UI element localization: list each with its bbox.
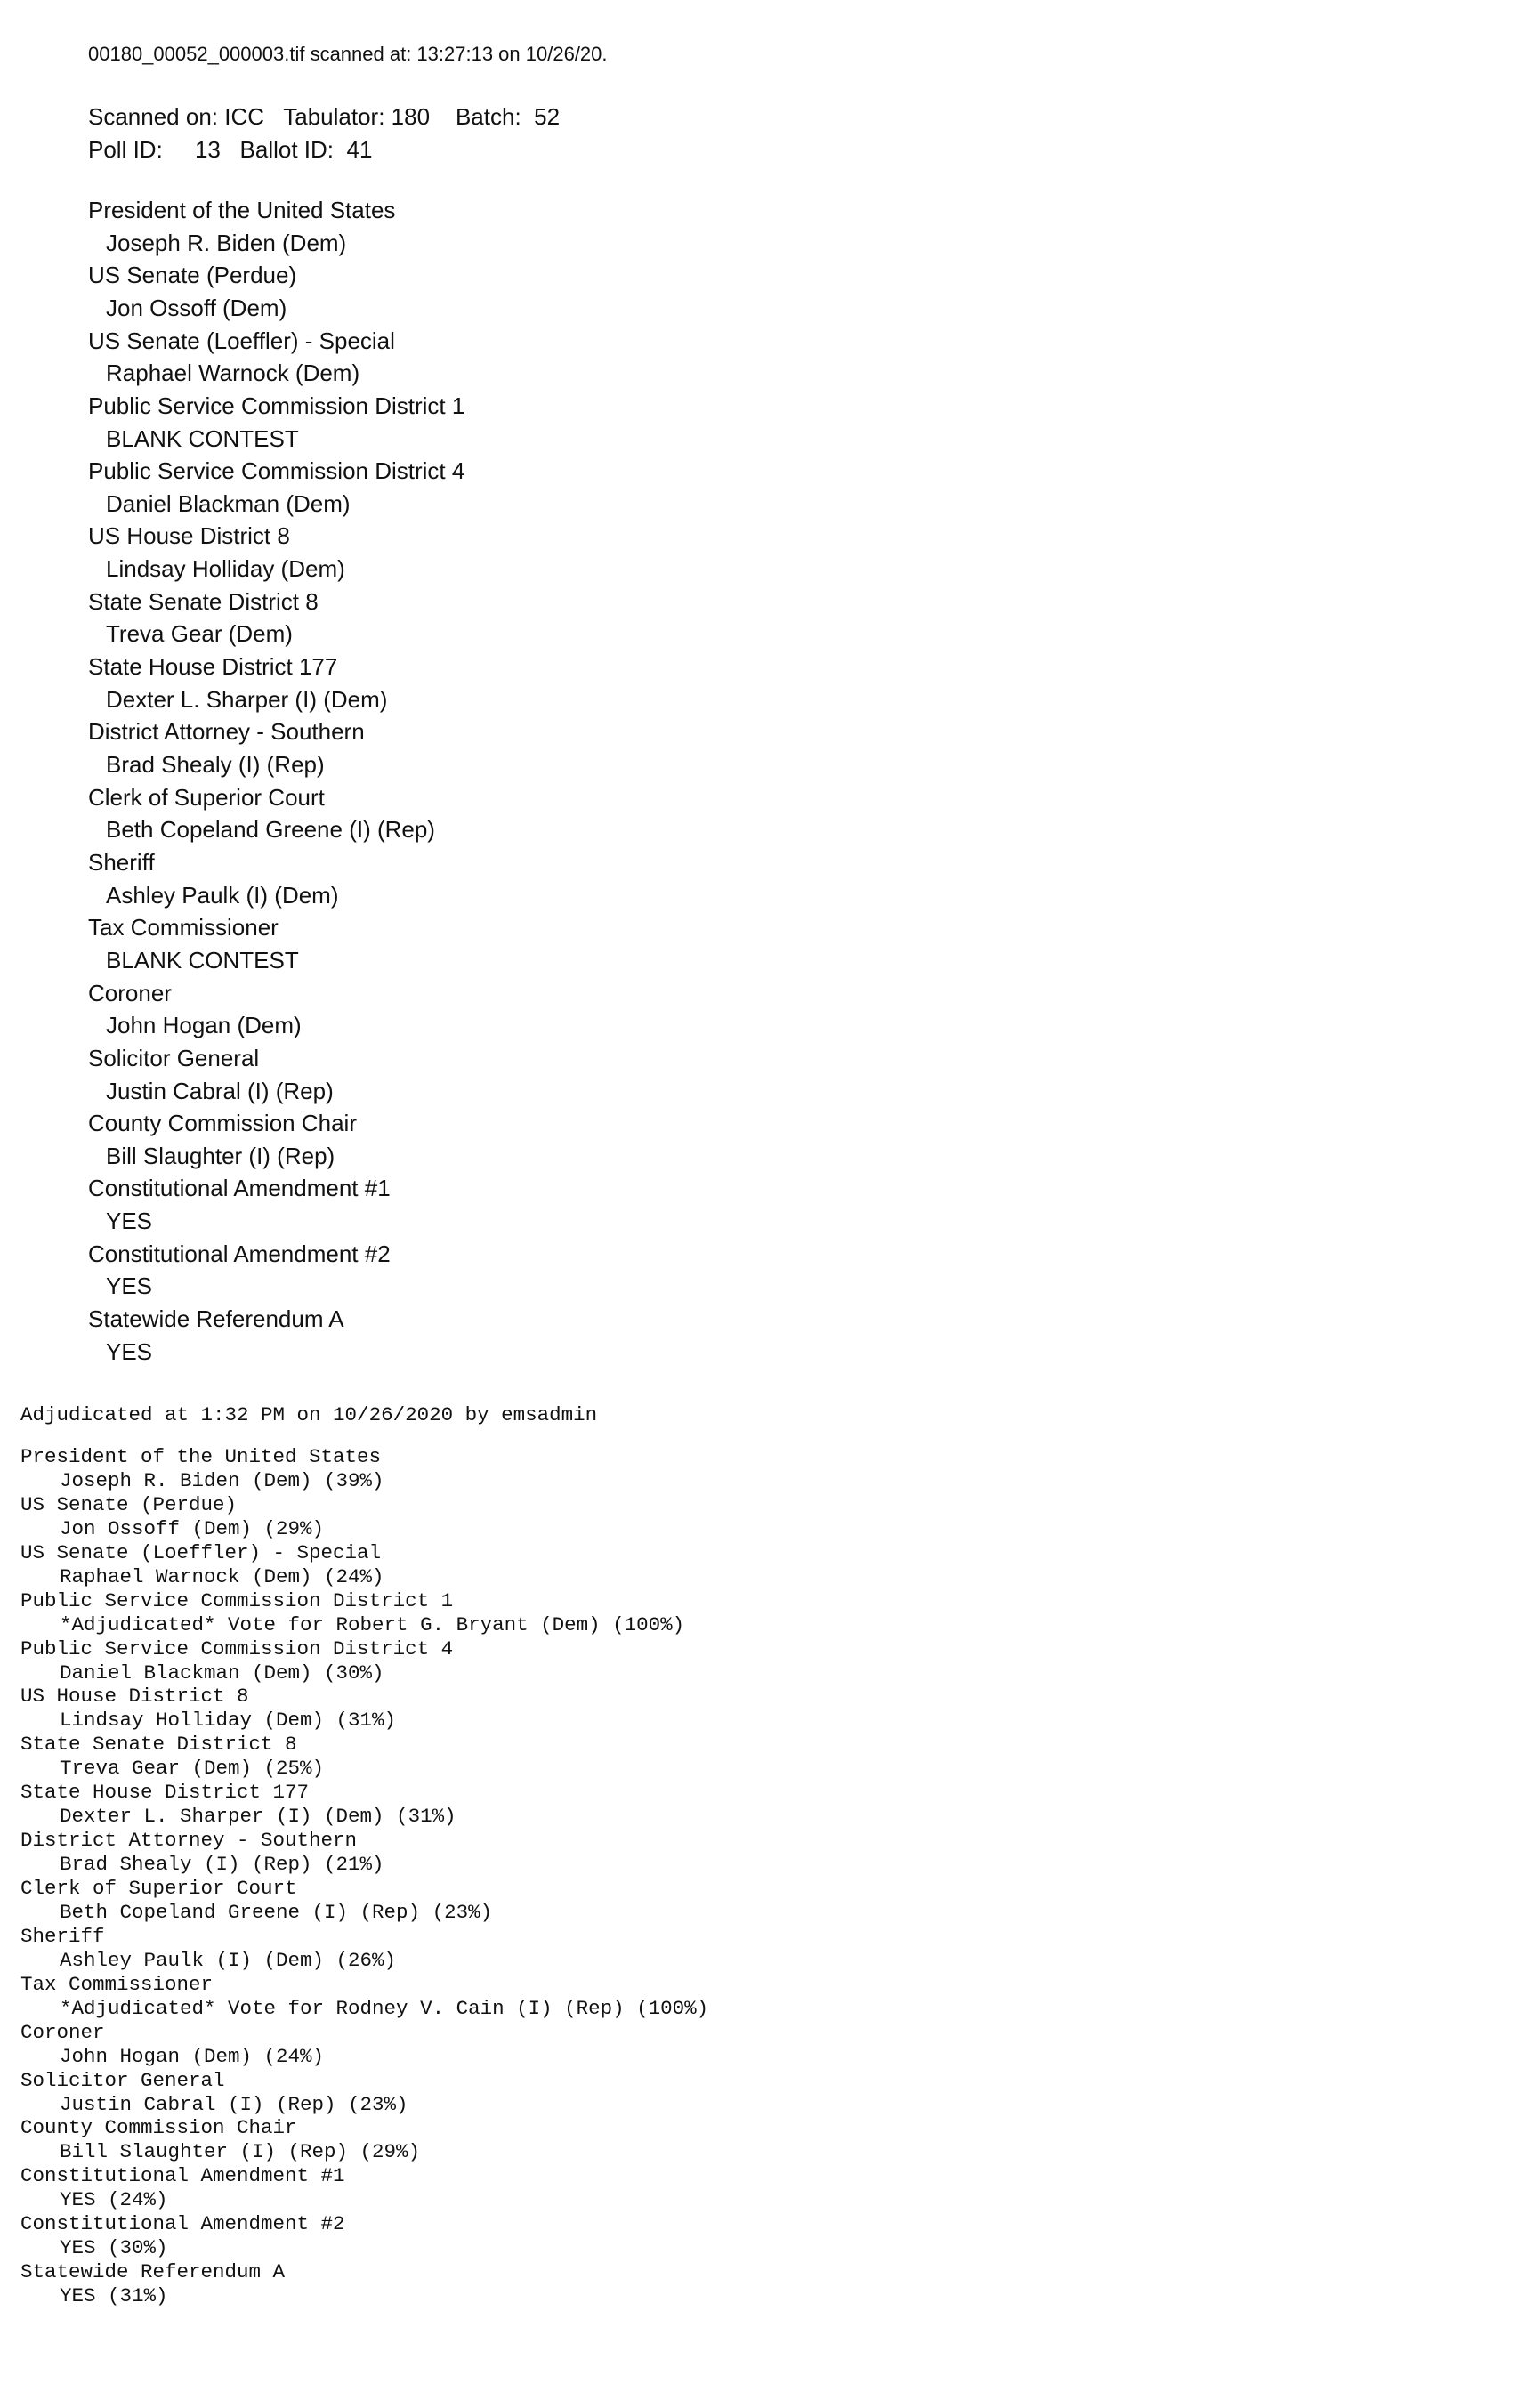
contest-entry [20, 1829, 708, 1877]
contest-entry [88, 520, 464, 585]
contest-title: Public Service Commission District 4 [88, 457, 465, 485]
contest-entry [88, 715, 464, 780]
contest-title: President of the United States [88, 197, 396, 223]
contest-title: US House District 8 [20, 1685, 249, 1709]
contest-entry [20, 2069, 708, 2117]
contest-choice: YES (31%) [60, 2284, 168, 2308]
contest-title: Statewide Referendum A [20, 2260, 286, 2284]
scan-filename-line: 00180_00052_000003.tif scanned at: 13:27:13 on 10/26/20. [88, 43, 608, 65]
adjudication-section [20, 1397, 708, 2308]
contest-choice: BLANK CONTEST [106, 946, 299, 974]
contest-title: Constitutional Amendment #1 [20, 2164, 345, 2188]
contest-entry [88, 1172, 464, 1237]
contest-choice: Treva Gear (Dem) (25%) [60, 1757, 325, 1781]
contest-entry [88, 390, 464, 455]
adjudication-results [20, 1445, 708, 2308]
contest-title: Solicitor General [20, 2068, 225, 2092]
contest-title: District Attorney - Southern [88, 718, 365, 746]
contest-title: US Senate (Perdue) [20, 1492, 238, 1516]
contest-title: State Senate District 8 [20, 1733, 297, 1757]
contest-choice: *Adjudicated* Vote for Rodney V. Cain (I) (Rep) (100%) [60, 1996, 709, 2020]
contest-entry [88, 977, 464, 1042]
contest-title: Constitutional Amendment #1 [88, 1175, 391, 1202]
contest-choice: Daniel Blackman (Dem) [106, 489, 351, 517]
contest-title: US Senate (Loeffler) - Special [20, 1540, 382, 1564]
contest-choice: Joseph R. Biden (Dem) (39%) [60, 1468, 384, 1492]
tabulator-value: 180 [391, 103, 431, 130]
contest-entry [88, 259, 464, 324]
contest-entry [88, 650, 464, 715]
contest-choice: Justin Cabral (I) (Rep) (23%) [60, 2092, 408, 2116]
contest-title: US House District 8 [88, 522, 290, 550]
contest-entry [20, 2116, 708, 2164]
contest-title: Public Service Commission District 1 [88, 392, 465, 419]
contest-choice: Jon Ossoff (Dem) (29%) [60, 1516, 325, 1540]
contest-choice: *Adjudicated* Vote for Robert G. Bryant (Dem) (100%) [60, 1612, 685, 1636]
contest-title: Tax Commissioner [20, 1972, 214, 1996]
contest-choice: BLANK CONTEST [106, 424, 299, 452]
contest-title: Constitutional Amendment #2 [20, 2212, 345, 2236]
contest-title: County Commission Chair [20, 2116, 297, 2140]
contest-entry [88, 911, 464, 976]
contest-title: Sheriff [88, 848, 155, 876]
contest-title: President of the United States [20, 1445, 382, 1468]
contest-choice: Ashley Paulk (I) (Dem) [106, 881, 339, 909]
contest-entry [88, 1238, 464, 1303]
contest-entry [20, 1925, 708, 1973]
contest-choice: Dexter L. Sharper (I) (Dem) [106, 685, 388, 713]
scan-meta-row-2 [88, 133, 608, 166]
contest-title: County Commission Chair [88, 1110, 357, 1137]
scanned-on-value: ICC [224, 103, 265, 130]
poll-id-value: 13 [194, 136, 221, 163]
contest-entry [88, 325, 464, 390]
contest-title: District Attorney - Southern [20, 1829, 358, 1853]
contest-title: State Senate District 8 [88, 587, 319, 615]
contest-entry [88, 1303, 464, 1368]
contest-choice: Dexter L. Sharper (I) (Dem) (31%) [60, 1805, 456, 1829]
contest-title: Solicitor General [88, 1044, 260, 1071]
contest-choice: Lindsay Holliday (Dem) (31%) [60, 1709, 397, 1733]
contest-entry [88, 586, 464, 650]
contest-entry [20, 1493, 708, 1541]
contest-choice: YES (30%) [60, 2236, 168, 2260]
contest-choice: Bill Slaughter (I) (Rep) [106, 1142, 335, 1169]
batch-value: 52 [534, 103, 561, 130]
contest-choice: YES [106, 1273, 153, 1300]
contest-entry [20, 2021, 708, 2069]
contest-entry [88, 846, 464, 911]
contest-choice: YES [106, 1208, 153, 1235]
contest-entry [88, 1042, 464, 1107]
contest-entry [88, 1107, 464, 1172]
contest-entry [20, 1589, 708, 1637]
contest-choice: Jon Ossoff (Dem) [106, 294, 287, 321]
scanned-on-label: Scanned on: [88, 103, 219, 130]
contest-entry [20, 1781, 708, 1829]
contest-choice: Brad Shealy (I) (Rep) (21%) [60, 1853, 384, 1877]
contest-choice: Raphael Warnock (Dem) [106, 360, 360, 387]
contest-entry [20, 1541, 708, 1589]
contest-title: Public Service Commission District 4 [20, 1636, 454, 1661]
contest-title: Sheriff [20, 1924, 105, 1948]
contest-entry [88, 455, 464, 520]
tabulator-label: Tabulator: [283, 103, 385, 130]
contest-choice: Beth Copeland Greene (I) (Rep) [106, 816, 435, 844]
ballot-id-value: 41 [346, 136, 373, 163]
contest-entry [20, 2212, 708, 2260]
contest-choice: Lindsay Holliday (Dem) [106, 555, 345, 583]
contest-choice: Joseph R. Biden (Dem) [106, 229, 347, 256]
contest-title: Clerk of Superior Court [88, 783, 325, 811]
contest-entry [20, 1637, 708, 1685]
contest-entry [20, 1877, 708, 1925]
contest-choice: Brad Shealy (I) (Rep) [106, 751, 325, 779]
contest-title: State House District 177 [20, 1781, 310, 1805]
contest-choice: Bill Slaughter (I) (Rep) (29%) [60, 2140, 421, 2164]
contest-choice: YES [106, 1337, 153, 1365]
contest-title: Constitutional Amendment #2 [88, 1240, 391, 1267]
contest-entry [20, 1733, 708, 1781]
contest-entry [20, 2164, 708, 2212]
contest-choice: Ashley Paulk (I) (Dem) (26%) [60, 1948, 397, 1972]
contest-choice: John Hogan (Dem) (24%) [60, 2044, 325, 2068]
contest-entry [88, 194, 464, 259]
contest-choice: Daniel Blackman (Dem) (30%) [60, 1661, 384, 1685]
contest-choice: Raphael Warnock (Dem) (24%) [60, 1564, 384, 1588]
contest-entry [20, 1973, 708, 2021]
contest-entry [20, 1685, 708, 1733]
scan-metadata [88, 101, 608, 166]
contest-title: Public Service Commission District 1 [20, 1588, 454, 1612]
contest-title: Coroner [20, 2020, 105, 2044]
poll-id-label: Poll ID: [88, 136, 163, 163]
ballot-id-label: Ballot ID: [239, 136, 335, 163]
contest-title: State House District 177 [88, 653, 338, 681]
contest-title: US Senate (Loeffler) - Special [88, 327, 395, 354]
contest-title: US Senate (Perdue) [88, 262, 297, 289]
adjudication-header: Adjudicated at 1:32 PM on 10/26/2020 by emsadmin [20, 1403, 598, 1426]
ballot-selections [88, 194, 464, 1368]
scan-header [88, 39, 608, 166]
contest-choice: John Hogan (Dem) [106, 1012, 302, 1039]
contest-title: Clerk of Superior Court [20, 1877, 297, 1901]
batch-label: Batch: [455, 103, 521, 130]
contest-title: Coroner [88, 979, 172, 1006]
contest-entry [88, 781, 464, 846]
contest-choice: Justin Cabral (I) (Rep) [106, 1077, 334, 1104]
contest-entry [20, 2260, 708, 2308]
contest-choice: Treva Gear (Dem) [106, 620, 293, 648]
contest-choice: YES (24%) [60, 2188, 168, 2212]
contest-title: Statewide Referendum A [88, 1305, 344, 1333]
scan-meta-row-1 [88, 101, 608, 133]
contest-title: Tax Commissioner [88, 914, 279, 941]
contest-choice: Beth Copeland Greene (I) (Rep) (23%) [60, 1900, 493, 1924]
contest-entry [20, 1445, 708, 1493]
